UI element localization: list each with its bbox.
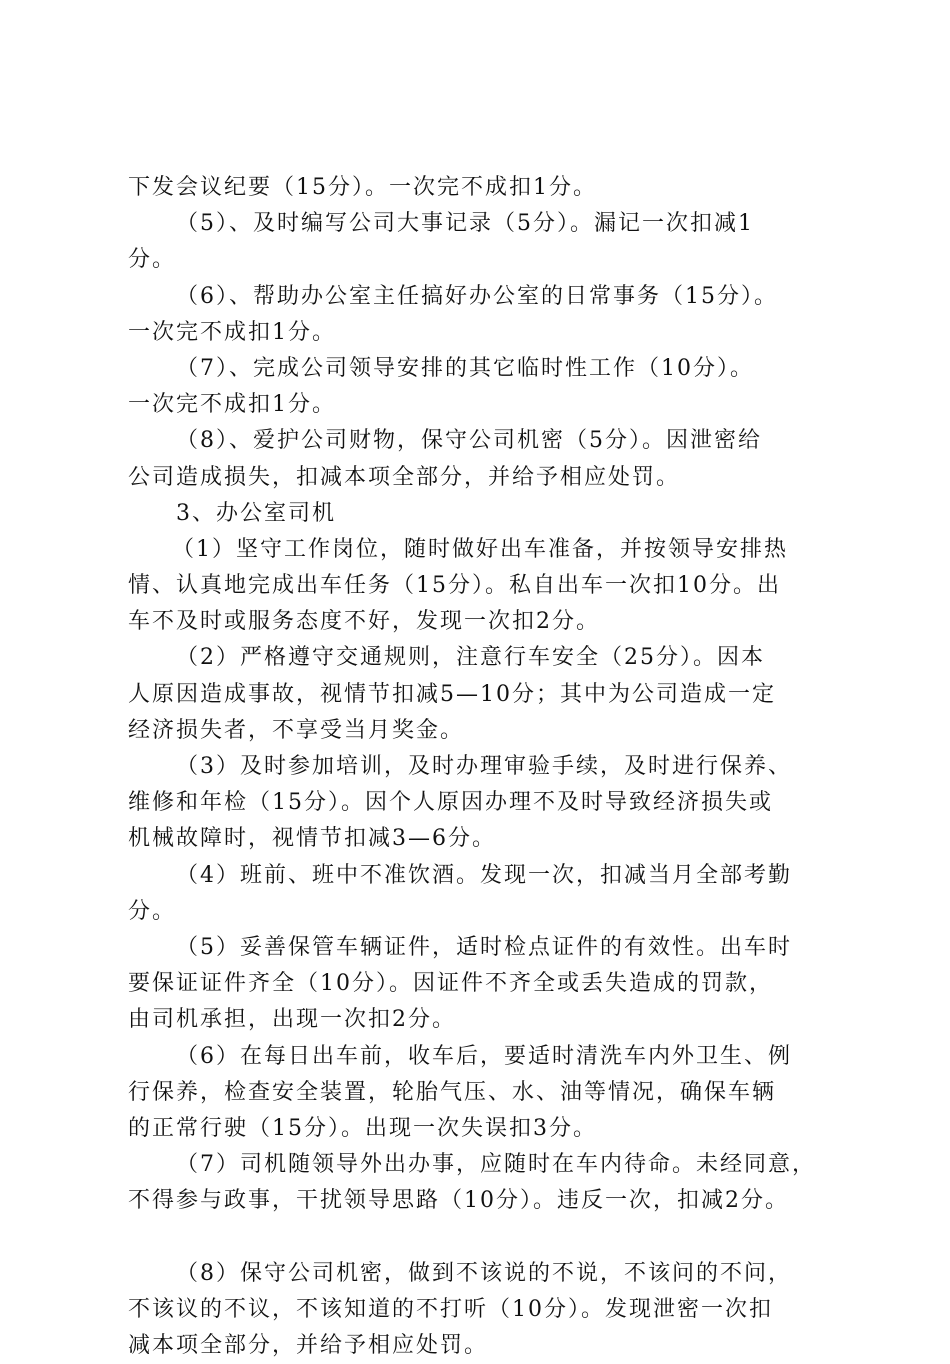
text-line: （5）、及时编写公司大事记录（5分）。漏记一次扣减1	[176, 211, 754, 237]
text-line: 公司造成损失，扣减本项全部分，并给予相应处罚。	[128, 464, 681, 490]
text-line: （7）司机随领导外出办事，应随时在车内待命。未经同意，	[176, 1152, 816, 1178]
text-line: （6）在每日出车前，收车后，要适时清洗车内外卫生、例	[176, 1043, 792, 1069]
text-line: 不得参与政事，干扰领导思路（10分）。违反一次，扣减2分。	[128, 1188, 789, 1214]
text-line: 由司机承担，出现一次扣2分。	[128, 1007, 456, 1033]
text-line: 分。	[128, 247, 177, 273]
document-body	[128, 170, 852, 1364]
text-line: （8）保守公司机密，做到不该说的不说，不该问的不问，	[176, 1260, 792, 1286]
text-line: （4）班前、班中不准饮酒。发现一次，扣减当月全部考勤	[176, 862, 792, 888]
text-line: 情、认真地完成出车任务（15分）。私自出车一次扣10分。出	[128, 573, 781, 599]
text-line: 行保养，检查安全装置，轮胎气压、水、油等情况，确保车辆	[128, 1079, 777, 1105]
text-line: （2）严格遵守交通规则，注意行车安全（25分）。因本	[176, 645, 765, 671]
text-line: 分。	[128, 898, 177, 924]
text-line: 车不及时或服务态度不好，发现一次扣2分。	[128, 609, 600, 635]
text-line: 一次完不成扣1分。	[128, 319, 336, 345]
text-line: 下发会议纪要（15分）。一次完不成扣1分。	[128, 175, 597, 200]
text-line: 不该议的不议，不该知道的不打听（10分）。发现泄密一次扣	[128, 1296, 773, 1322]
text-line: （7）、完成公司领导安排的其它临时性工作（10分）。	[176, 355, 754, 381]
text-line: （8）、爱护公司财物，保守公司机密（5分）。因泄密给	[176, 428, 762, 454]
text-line: 要保证证件齐全（10分）。因证件不齐全或丢失造成的罚款，	[128, 971, 773, 997]
text-line: 经济损失者，不享受当月奖金。	[128, 717, 465, 743]
paragraph-gap	[128, 1219, 852, 1255]
text-line: 人原因造成事故，视情节扣减5—10分；其中为公司造成一定	[128, 681, 776, 707]
text-line: 减本项全部分，并给予相应处罚。	[128, 1333, 489, 1358]
text-line: 一次完不成扣1分。	[128, 392, 336, 418]
text-line: （5）妥善保管车辆证件，适时检点证件的有效性。出车时	[176, 934, 792, 960]
text-line: （3）及时参加培训，及时办理审验手续，及时进行保养、	[176, 754, 792, 779]
text-line: （6）、帮助办公室主任搞好办公室的日常事务（15分）。	[176, 283, 778, 309]
text-line: （1）坚守工作岗位，随时做好出车准备，并按领导安排热	[172, 536, 788, 562]
text-line: 机械故障时，视情节扣减3—6分。	[128, 826, 496, 852]
text-line: 维修和年检（15分）。因个人原因办理不及时导致经济损失或	[128, 790, 773, 816]
text-line: 的正常行驶（15分）。出现一次失误扣3分。	[128, 1115, 597, 1141]
section-heading: 3、办公室司机	[176, 500, 336, 526]
